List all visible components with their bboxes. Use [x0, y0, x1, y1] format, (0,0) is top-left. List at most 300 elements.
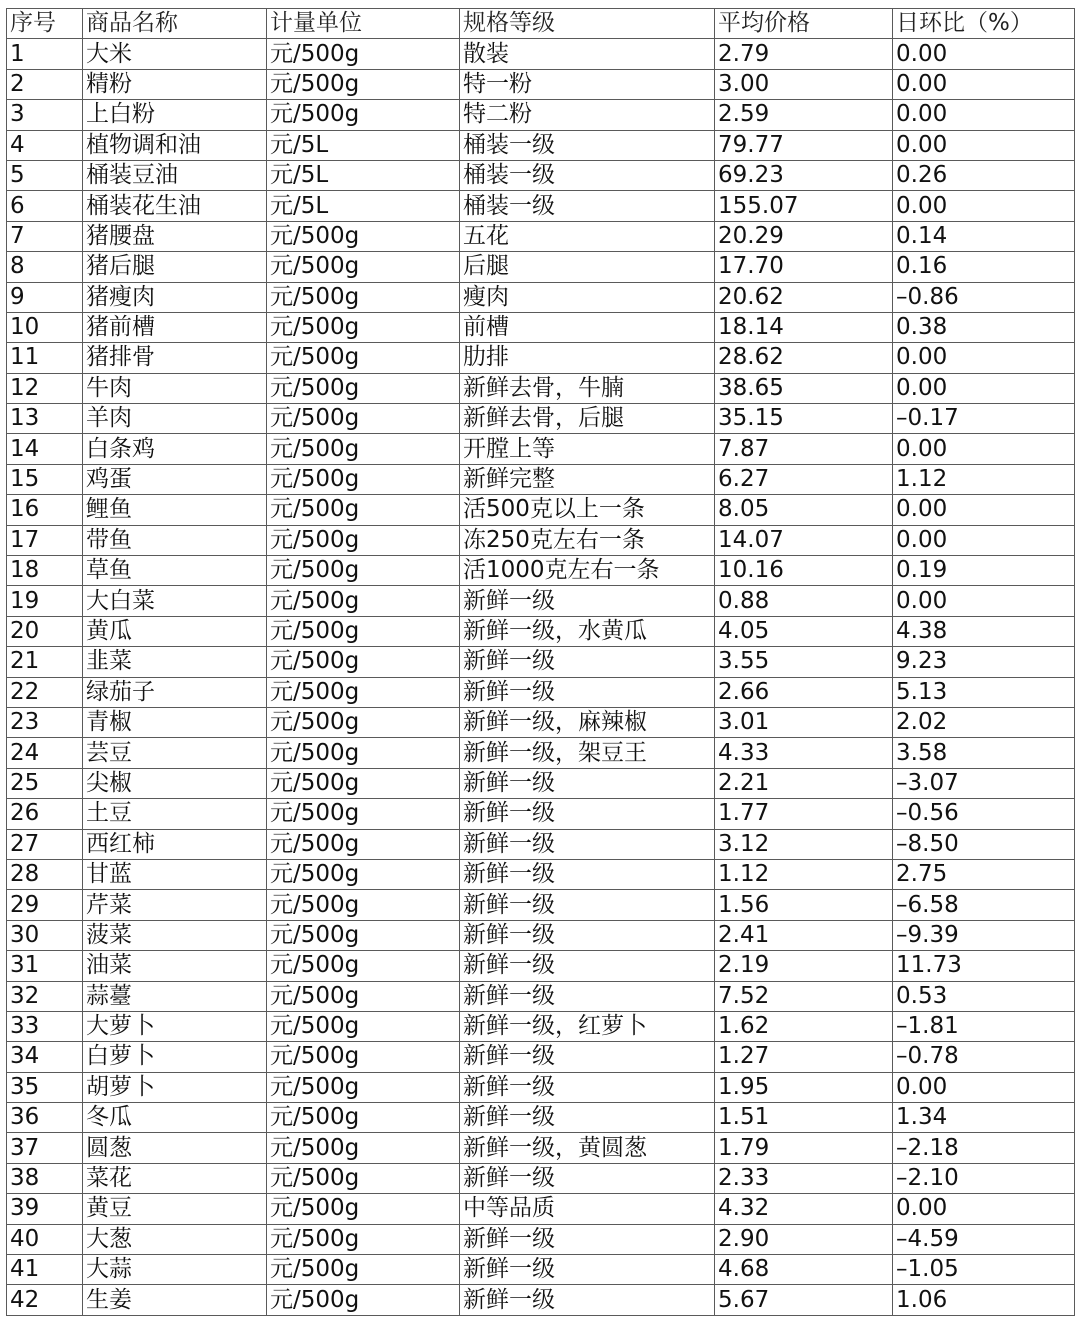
header-unit: 计量单位: [267, 9, 460, 39]
cell-avg-price: 3.12: [715, 829, 893, 859]
cell-daily-change: 1.34: [893, 1103, 1075, 1133]
cell-avg-price: 3.01: [715, 707, 893, 737]
cell-avg-price: 2.33: [715, 1163, 893, 1193]
cell-daily-change: 0.14: [893, 221, 1075, 251]
cell-daily-change: 9.23: [893, 647, 1075, 677]
cell-grade: 肋排: [460, 343, 715, 373]
cell-index: 40: [7, 1224, 83, 1254]
cell-grade: 桶装一级: [460, 130, 715, 160]
cell-unit: 元/500g: [267, 890, 460, 920]
cell-product-name: 植物调和油: [83, 130, 267, 160]
cell-product-name: 大萝卜: [83, 1011, 267, 1041]
cell-grade: 新鲜一级，水黄瓜: [460, 616, 715, 646]
cell-daily-change: –1.81: [893, 1011, 1075, 1041]
cell-index: 37: [7, 1133, 83, 1163]
cell-product-name: 猪排骨: [83, 343, 267, 373]
table-row: [7, 221, 1075, 251]
cell-grade: 瘦肉: [460, 282, 715, 312]
cell-daily-change: 0.00: [893, 525, 1075, 555]
cell-daily-change: 0.00: [893, 39, 1075, 69]
cell-avg-price: 18.14: [715, 312, 893, 342]
cell-grade: 后腿: [460, 252, 715, 282]
table-row: [7, 252, 1075, 282]
cell-daily-change: 0.00: [893, 434, 1075, 464]
cell-unit: 元/500g: [267, 1042, 460, 1072]
cell-avg-price: 6.27: [715, 464, 893, 494]
cell-unit: 元/500g: [267, 221, 460, 251]
cell-index: 14: [7, 434, 83, 464]
cell-index: 17: [7, 525, 83, 555]
cell-avg-price: 155.07: [715, 191, 893, 221]
cell-daily-change: 11.73: [893, 951, 1075, 981]
cell-product-name: 鸡蛋: [83, 464, 267, 494]
table-row: [7, 1285, 1075, 1315]
cell-product-name: 芹菜: [83, 890, 267, 920]
cell-daily-change: 3.58: [893, 738, 1075, 768]
table-row: [7, 829, 1075, 859]
cell-daily-change: 0.00: [893, 69, 1075, 99]
table-row: [7, 525, 1075, 555]
cell-daily-change: 0.00: [893, 343, 1075, 373]
cell-unit: 元/500g: [267, 556, 460, 586]
cell-avg-price: 2.59: [715, 100, 893, 130]
cell-index: 1: [7, 39, 83, 69]
cell-avg-price: 17.70: [715, 252, 893, 282]
cell-avg-price: 2.66: [715, 677, 893, 707]
cell-grade: 散装: [460, 39, 715, 69]
header-product-name: 商品名称: [83, 9, 267, 39]
cell-product-name: 菜花: [83, 1163, 267, 1193]
cell-product-name: 西红柿: [83, 829, 267, 859]
cell-product-name: 草鱼: [83, 556, 267, 586]
table-row: [7, 1103, 1075, 1133]
cell-daily-change: –2.18: [893, 1133, 1075, 1163]
table-row: [7, 495, 1075, 525]
table-body: [7, 39, 1075, 1315]
cell-daily-change: 0.00: [893, 130, 1075, 160]
cell-daily-change: 0.26: [893, 160, 1075, 190]
table-row: [7, 1042, 1075, 1072]
cell-index: 21: [7, 647, 83, 677]
cell-product-name: 芸豆: [83, 738, 267, 768]
table-row: [7, 404, 1075, 434]
cell-product-name: 白萝卜: [83, 1042, 267, 1072]
cell-grade: 新鲜一级: [460, 647, 715, 677]
cell-unit: 元/500g: [267, 39, 460, 69]
cell-product-name: 冬瓜: [83, 1103, 267, 1133]
cell-index: 19: [7, 586, 83, 616]
table-row: [7, 282, 1075, 312]
cell-unit: 元/500g: [267, 373, 460, 403]
cell-avg-price: 20.62: [715, 282, 893, 312]
cell-avg-price: 4.33: [715, 738, 893, 768]
table-row: [7, 920, 1075, 950]
cell-avg-price: 3.00: [715, 69, 893, 99]
cell-unit: 元/500g: [267, 282, 460, 312]
cell-product-name: 土豆: [83, 799, 267, 829]
table-row: [7, 69, 1075, 99]
header-daily-change: 日环比（%）: [893, 9, 1075, 39]
table-header-row: [7, 9, 1075, 39]
cell-index: 42: [7, 1285, 83, 1315]
cell-index: 28: [7, 859, 83, 889]
cell-daily-change: 1.12: [893, 464, 1075, 494]
cell-grade: 新鲜一级: [460, 981, 715, 1011]
cell-daily-change: 0.16: [893, 252, 1075, 282]
cell-unit: 元/500g: [267, 312, 460, 342]
table-row: [7, 39, 1075, 69]
cell-grade: 新鲜一级: [460, 1103, 715, 1133]
cell-product-name: 油菜: [83, 951, 267, 981]
cell-daily-change: 2.75: [893, 859, 1075, 889]
cell-grade: 桶装一级: [460, 160, 715, 190]
cell-grade: 中等品质: [460, 1194, 715, 1224]
cell-daily-change: 0.00: [893, 373, 1075, 403]
cell-product-name: 尖椒: [83, 768, 267, 798]
cell-index: 13: [7, 404, 83, 434]
cell-avg-price: 1.95: [715, 1072, 893, 1102]
cell-grade: 新鲜一级: [460, 829, 715, 859]
table-row: [7, 434, 1075, 464]
cell-product-name: 牛肉: [83, 373, 267, 403]
cell-grade: 新鲜一级，麻辣椒: [460, 707, 715, 737]
cell-index: 16: [7, 495, 83, 525]
cell-avg-price: 0.88: [715, 586, 893, 616]
cell-grade: 新鲜一级: [460, 768, 715, 798]
cell-index: 5: [7, 160, 83, 190]
cell-avg-price: 3.55: [715, 647, 893, 677]
cell-index: 38: [7, 1163, 83, 1193]
table-row: [7, 556, 1075, 586]
table-row: [7, 100, 1075, 130]
cell-unit: 元/500g: [267, 434, 460, 464]
table-row: [7, 1072, 1075, 1102]
cell-product-name: 鲤鱼: [83, 495, 267, 525]
cell-grade: 新鲜一级: [460, 1224, 715, 1254]
cell-unit: 元/500g: [267, 252, 460, 282]
cell-unit: 元/500g: [267, 1133, 460, 1163]
cell-unit: 元/500g: [267, 343, 460, 373]
cell-avg-price: 4.32: [715, 1194, 893, 1224]
cell-daily-change: –1.05: [893, 1255, 1075, 1285]
cell-index: 30: [7, 920, 83, 950]
table-row: [7, 859, 1075, 889]
cell-daily-change: –0.17: [893, 404, 1075, 434]
cell-daily-change: –2.10: [893, 1163, 1075, 1193]
header-avg-price: 平均价格: [715, 9, 893, 39]
cell-avg-price: 8.05: [715, 495, 893, 525]
cell-unit: 元/500g: [267, 799, 460, 829]
cell-daily-change: 0.00: [893, 495, 1075, 525]
cell-grade: 新鲜一级，黄圆葱: [460, 1133, 715, 1163]
price-table: [6, 8, 1075, 1316]
cell-product-name: 甘蓝: [83, 859, 267, 889]
cell-product-name: 大白菜: [83, 586, 267, 616]
cell-unit: 元/500g: [267, 616, 460, 646]
cell-daily-change: –6.58: [893, 890, 1075, 920]
cell-index: 36: [7, 1103, 83, 1133]
table-row: [7, 1163, 1075, 1193]
cell-unit: 元/500g: [267, 707, 460, 737]
cell-grade: 新鲜一级: [460, 1163, 715, 1193]
cell-avg-price: 1.27: [715, 1042, 893, 1072]
cell-index: 10: [7, 312, 83, 342]
cell-avg-price: 2.19: [715, 951, 893, 981]
price-table-container: [6, 8, 1074, 1316]
cell-product-name: 蒜薹: [83, 981, 267, 1011]
cell-unit: 元/500g: [267, 1103, 460, 1133]
cell-avg-price: 4.68: [715, 1255, 893, 1285]
header-index: 序号: [7, 9, 83, 39]
cell-product-name: 黄豆: [83, 1194, 267, 1224]
table-row: [7, 707, 1075, 737]
table-row: [7, 586, 1075, 616]
table-row: [7, 890, 1075, 920]
cell-daily-change: –0.86: [893, 282, 1075, 312]
cell-daily-change: 0.00: [893, 1072, 1075, 1102]
cell-unit: 元/500g: [267, 525, 460, 555]
cell-grade: 新鲜一级: [460, 677, 715, 707]
cell-unit: 元/500g: [267, 586, 460, 616]
cell-unit: 元/500g: [267, 829, 460, 859]
cell-avg-price: 2.21: [715, 768, 893, 798]
cell-product-name: 黄瓜: [83, 616, 267, 646]
cell-grade: 新鲜完整: [460, 464, 715, 494]
cell-avg-price: 14.07: [715, 525, 893, 555]
cell-daily-change: 0.00: [893, 100, 1075, 130]
cell-index: 25: [7, 768, 83, 798]
cell-product-name: 猪腰盘: [83, 221, 267, 251]
cell-unit: 元/500g: [267, 495, 460, 525]
cell-product-name: 精粉: [83, 69, 267, 99]
cell-daily-change: 1.06: [893, 1285, 1075, 1315]
cell-grade: 活500克以上一条: [460, 495, 715, 525]
cell-product-name: 生姜: [83, 1285, 267, 1315]
table-row: [7, 951, 1075, 981]
cell-index: 33: [7, 1011, 83, 1041]
header-grade: 规格等级: [460, 9, 715, 39]
cell-index: 41: [7, 1255, 83, 1285]
cell-index: 11: [7, 343, 83, 373]
cell-product-name: 桶装花生油: [83, 191, 267, 221]
cell-index: 6: [7, 191, 83, 221]
cell-avg-price: 2.41: [715, 920, 893, 950]
cell-daily-change: 0.53: [893, 981, 1075, 1011]
table-row: [7, 1255, 1075, 1285]
cell-unit: 元/500g: [267, 1194, 460, 1224]
cell-unit: 元/5L: [267, 191, 460, 221]
cell-avg-price: 1.79: [715, 1133, 893, 1163]
cell-product-name: 青椒: [83, 707, 267, 737]
cell-index: 22: [7, 677, 83, 707]
cell-grade: 新鲜一级: [460, 890, 715, 920]
cell-unit: 元/500g: [267, 920, 460, 950]
cell-unit: 元/500g: [267, 1285, 460, 1315]
cell-unit: 元/500g: [267, 677, 460, 707]
table-row: [7, 616, 1075, 646]
cell-product-name: 猪后腿: [83, 252, 267, 282]
cell-index: 9: [7, 282, 83, 312]
cell-index: 2: [7, 69, 83, 99]
cell-index: 3: [7, 100, 83, 130]
table-row: [7, 768, 1075, 798]
cell-product-name: 上白粉: [83, 100, 267, 130]
cell-grade: 新鲜去骨，后腿: [460, 404, 715, 434]
cell-avg-price: 2.79: [715, 39, 893, 69]
table-row: [7, 1194, 1075, 1224]
cell-grade: 新鲜一级: [460, 1255, 715, 1285]
cell-product-name: 胡萝卜: [83, 1072, 267, 1102]
cell-index: 18: [7, 556, 83, 586]
cell-unit: 元/500g: [267, 1224, 460, 1254]
cell-grade: 新鲜一级，架豆王: [460, 738, 715, 768]
cell-avg-price: 1.51: [715, 1103, 893, 1133]
cell-index: 29: [7, 890, 83, 920]
cell-unit: 元/500g: [267, 859, 460, 889]
table-row: [7, 738, 1075, 768]
cell-index: 20: [7, 616, 83, 646]
cell-avg-price: 7.52: [715, 981, 893, 1011]
cell-grade: 新鲜一级: [460, 586, 715, 616]
cell-grade: 新鲜一级，红萝卜: [460, 1011, 715, 1041]
cell-index: 4: [7, 130, 83, 160]
table-row: [7, 1011, 1075, 1041]
cell-unit: 元/500g: [267, 69, 460, 99]
cell-grade: 特二粉: [460, 100, 715, 130]
cell-unit: 元/500g: [267, 464, 460, 494]
cell-daily-change: 5.13: [893, 677, 1075, 707]
cell-index: 23: [7, 707, 83, 737]
cell-unit: 元/500g: [267, 1255, 460, 1285]
table-row: [7, 312, 1075, 342]
table-row: [7, 799, 1075, 829]
table-row: [7, 647, 1075, 677]
cell-grade: 开膛上等: [460, 434, 715, 464]
cell-index: 8: [7, 252, 83, 282]
cell-avg-price: 79.77: [715, 130, 893, 160]
cell-grade: 冻250克左右一条: [460, 525, 715, 555]
cell-product-name: 大米: [83, 39, 267, 69]
cell-avg-price: 10.16: [715, 556, 893, 586]
cell-avg-price: 28.62: [715, 343, 893, 373]
cell-daily-change: 0.00: [893, 191, 1075, 221]
cell-product-name: 带鱼: [83, 525, 267, 555]
cell-index: 24: [7, 738, 83, 768]
table-row: [7, 1133, 1075, 1163]
cell-grade: 新鲜去骨，牛腩: [460, 373, 715, 403]
cell-avg-price: 1.56: [715, 890, 893, 920]
cell-unit: 元/500g: [267, 647, 460, 677]
cell-grade: 新鲜一级: [460, 920, 715, 950]
table-row: [7, 373, 1075, 403]
cell-avg-price: 1.62: [715, 1011, 893, 1041]
table-row: [7, 130, 1075, 160]
cell-grade: 新鲜一级: [460, 799, 715, 829]
cell-grade: 新鲜一级: [460, 951, 715, 981]
table-row: [7, 464, 1075, 494]
cell-unit: 元/5L: [267, 160, 460, 190]
cell-avg-price: 1.77: [715, 799, 893, 829]
cell-avg-price: 38.65: [715, 373, 893, 403]
cell-grade: 特一粉: [460, 69, 715, 99]
cell-daily-change: 0.00: [893, 1194, 1075, 1224]
cell-daily-change: 0.19: [893, 556, 1075, 586]
cell-index: 7: [7, 221, 83, 251]
cell-daily-change: 0.00: [893, 586, 1075, 616]
cell-avg-price: 7.87: [715, 434, 893, 464]
cell-unit: 元/5L: [267, 130, 460, 160]
cell-product-name: 菠菜: [83, 920, 267, 950]
cell-product-name: 大葱: [83, 1224, 267, 1254]
cell-product-name: 羊肉: [83, 404, 267, 434]
cell-unit: 元/500g: [267, 738, 460, 768]
table-row: [7, 677, 1075, 707]
cell-avg-price: 5.67: [715, 1285, 893, 1315]
cell-daily-change: –3.07: [893, 768, 1075, 798]
cell-grade: 桶装一级: [460, 191, 715, 221]
cell-unit: 元/500g: [267, 981, 460, 1011]
cell-index: 15: [7, 464, 83, 494]
cell-product-name: 猪瘦肉: [83, 282, 267, 312]
cell-avg-price: 35.15: [715, 404, 893, 434]
cell-index: 34: [7, 1042, 83, 1072]
cell-daily-change: –4.59: [893, 1224, 1075, 1254]
cell-unit: 元/500g: [267, 1072, 460, 1102]
cell-product-name: 圆葱: [83, 1133, 267, 1163]
table-row: [7, 343, 1075, 373]
cell-grade: 前槽: [460, 312, 715, 342]
table-row: [7, 1224, 1075, 1254]
cell-product-name: 大蒜: [83, 1255, 267, 1285]
cell-daily-change: –9.39: [893, 920, 1075, 950]
table-row: [7, 160, 1075, 190]
cell-unit: 元/500g: [267, 1011, 460, 1041]
cell-daily-change: –0.56: [893, 799, 1075, 829]
cell-grade: 新鲜一级: [460, 1042, 715, 1072]
cell-daily-change: –0.78: [893, 1042, 1075, 1072]
cell-index: 12: [7, 373, 83, 403]
cell-unit: 元/500g: [267, 1163, 460, 1193]
cell-index: 39: [7, 1194, 83, 1224]
cell-product-name: 韭菜: [83, 647, 267, 677]
cell-avg-price: 2.90: [715, 1224, 893, 1254]
table-row: [7, 981, 1075, 1011]
cell-daily-change: 0.38: [893, 312, 1075, 342]
cell-index: 32: [7, 981, 83, 1011]
cell-grade: 活1000克左右一条: [460, 556, 715, 586]
cell-index: 35: [7, 1072, 83, 1102]
table-row: [7, 191, 1075, 221]
cell-index: 31: [7, 951, 83, 981]
cell-product-name: 白条鸡: [83, 434, 267, 464]
cell-product-name: 绿茄子: [83, 677, 267, 707]
cell-product-name: 桶装豆油: [83, 160, 267, 190]
cell-grade: 新鲜一级: [460, 1285, 715, 1315]
cell-grade: 新鲜一级: [460, 859, 715, 889]
cell-unit: 元/500g: [267, 951, 460, 981]
cell-daily-change: 4.38: [893, 616, 1075, 646]
cell-avg-price: 4.05: [715, 616, 893, 646]
cell-avg-price: 69.23: [715, 160, 893, 190]
cell-daily-change: 2.02: [893, 707, 1075, 737]
cell-index: 27: [7, 829, 83, 859]
cell-avg-price: 20.29: [715, 221, 893, 251]
cell-index: 26: [7, 799, 83, 829]
cell-unit: 元/500g: [267, 404, 460, 434]
cell-unit: 元/500g: [267, 100, 460, 130]
cell-grade: 新鲜一级: [460, 1072, 715, 1102]
cell-grade: 五花: [460, 221, 715, 251]
